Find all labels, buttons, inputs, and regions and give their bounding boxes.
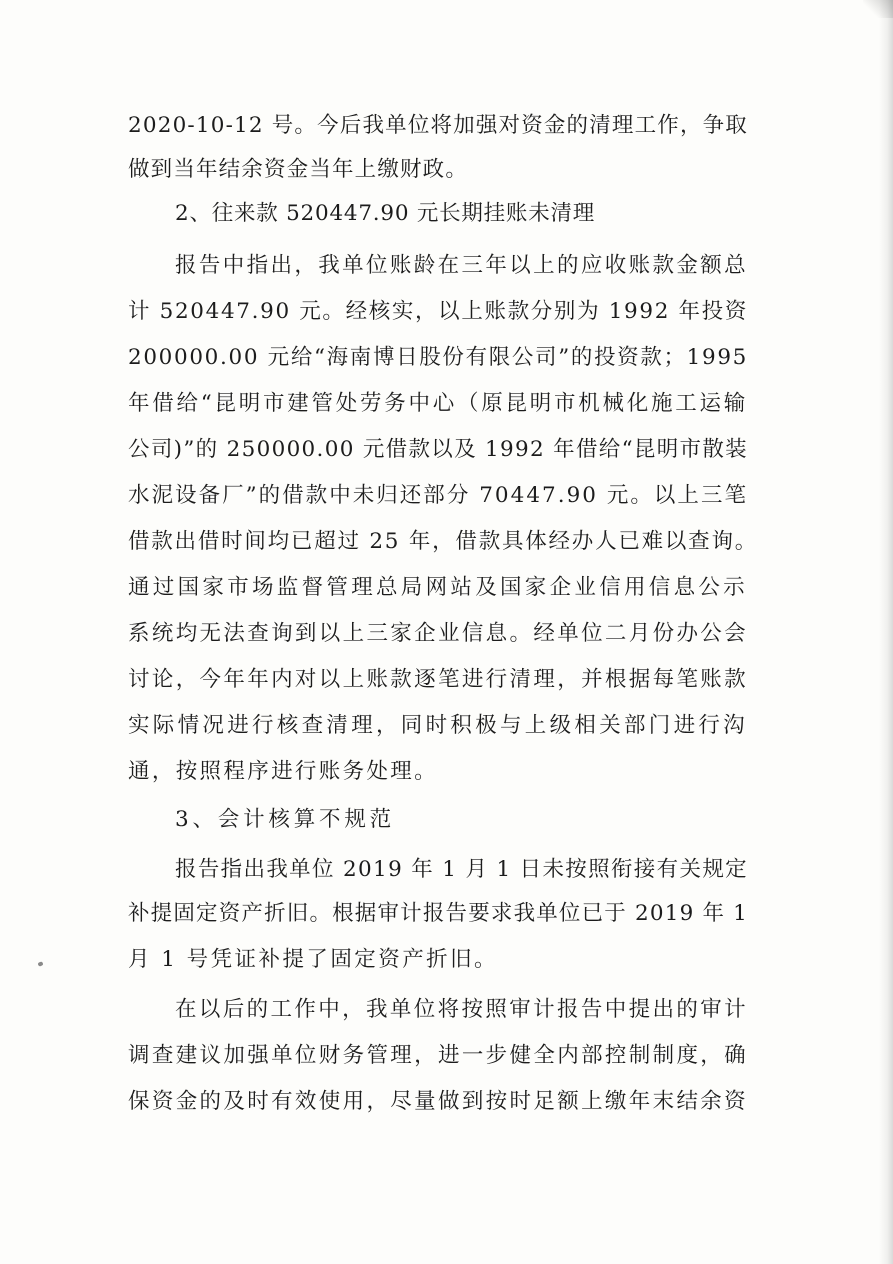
text-line: 补提固定资产折旧。根据审计报告要求我单位已于 2019 年 1: [128, 901, 748, 926]
text-line: 通，按照程序进行账务处理。: [128, 759, 438, 784]
text-line: 保资金的及时有效使用，尽量做到按时足额上缴年末结余资: [128, 1089, 748, 1114]
text-line: 年借给“昆明市建管处劳务中心（原昆明市机械化施工运输: [128, 391, 748, 416]
text-line: 讨论，今年年内对以上账款逐笔进行清理，并根据每笔账款: [128, 667, 748, 692]
text-line: 月 1 号凭证补提了固定资产折旧。: [128, 947, 498, 972]
text-line: 调查建议加强单位财务管理，进一步健全内部控制制度，确: [128, 1043, 748, 1068]
text-line: 实际情况进行核查清理，同时积极与上级相关部门进行沟: [128, 713, 748, 738]
text-line: 计 520447.90 元。经核实，以上账款分别为 1992 年投资: [128, 299, 748, 324]
text-line: 水泥设备厂”的借款中未归还部分 70447.90 元。以上三笔: [128, 483, 748, 508]
text-line: 报告指出我单位 2019 年 1 月 1 日未按照衔接有关规定: [175, 857, 748, 882]
text-line: 报告中指出，我单位账龄在三年以上的应收账款金额总: [175, 253, 748, 278]
scan-edge-shadow: [879, 0, 893, 1264]
section-heading: 2、往来款 520447.90 元长期挂账未清理: [175, 201, 595, 226]
text-line: 公司)”的 250000.00 元借款以及 1992 年借给“昆明市散装: [128, 437, 748, 462]
text-line: 系统均无法查询到以上三家企业信息。经单位二月份办公会: [128, 621, 748, 646]
text-line: 做到当年结余资金当年上缴财政。: [128, 157, 468, 182]
text-line: 通过国家市场监督管理总局网站及国家企业信用信息公示: [128, 575, 748, 600]
section-heading: 3、会计核算不规范: [175, 807, 395, 832]
scan-corner-shadow: [863, 0, 893, 18]
text-line: 借款出借时间均已超过 25 年，借款具体经办人已难以查询。: [128, 529, 758, 554]
text-line: 2020-10-12 号。今后我单位将加强对资金的清理工作，争取: [128, 113, 748, 138]
text-line: 200000.00 元给“海南博日股份有限公司”的投资款；1995: [128, 345, 748, 370]
scan-speck: [37, 961, 43, 967]
text-line: 在以后的工作中，我单位将按照审计报告中提出的审计: [175, 997, 748, 1022]
